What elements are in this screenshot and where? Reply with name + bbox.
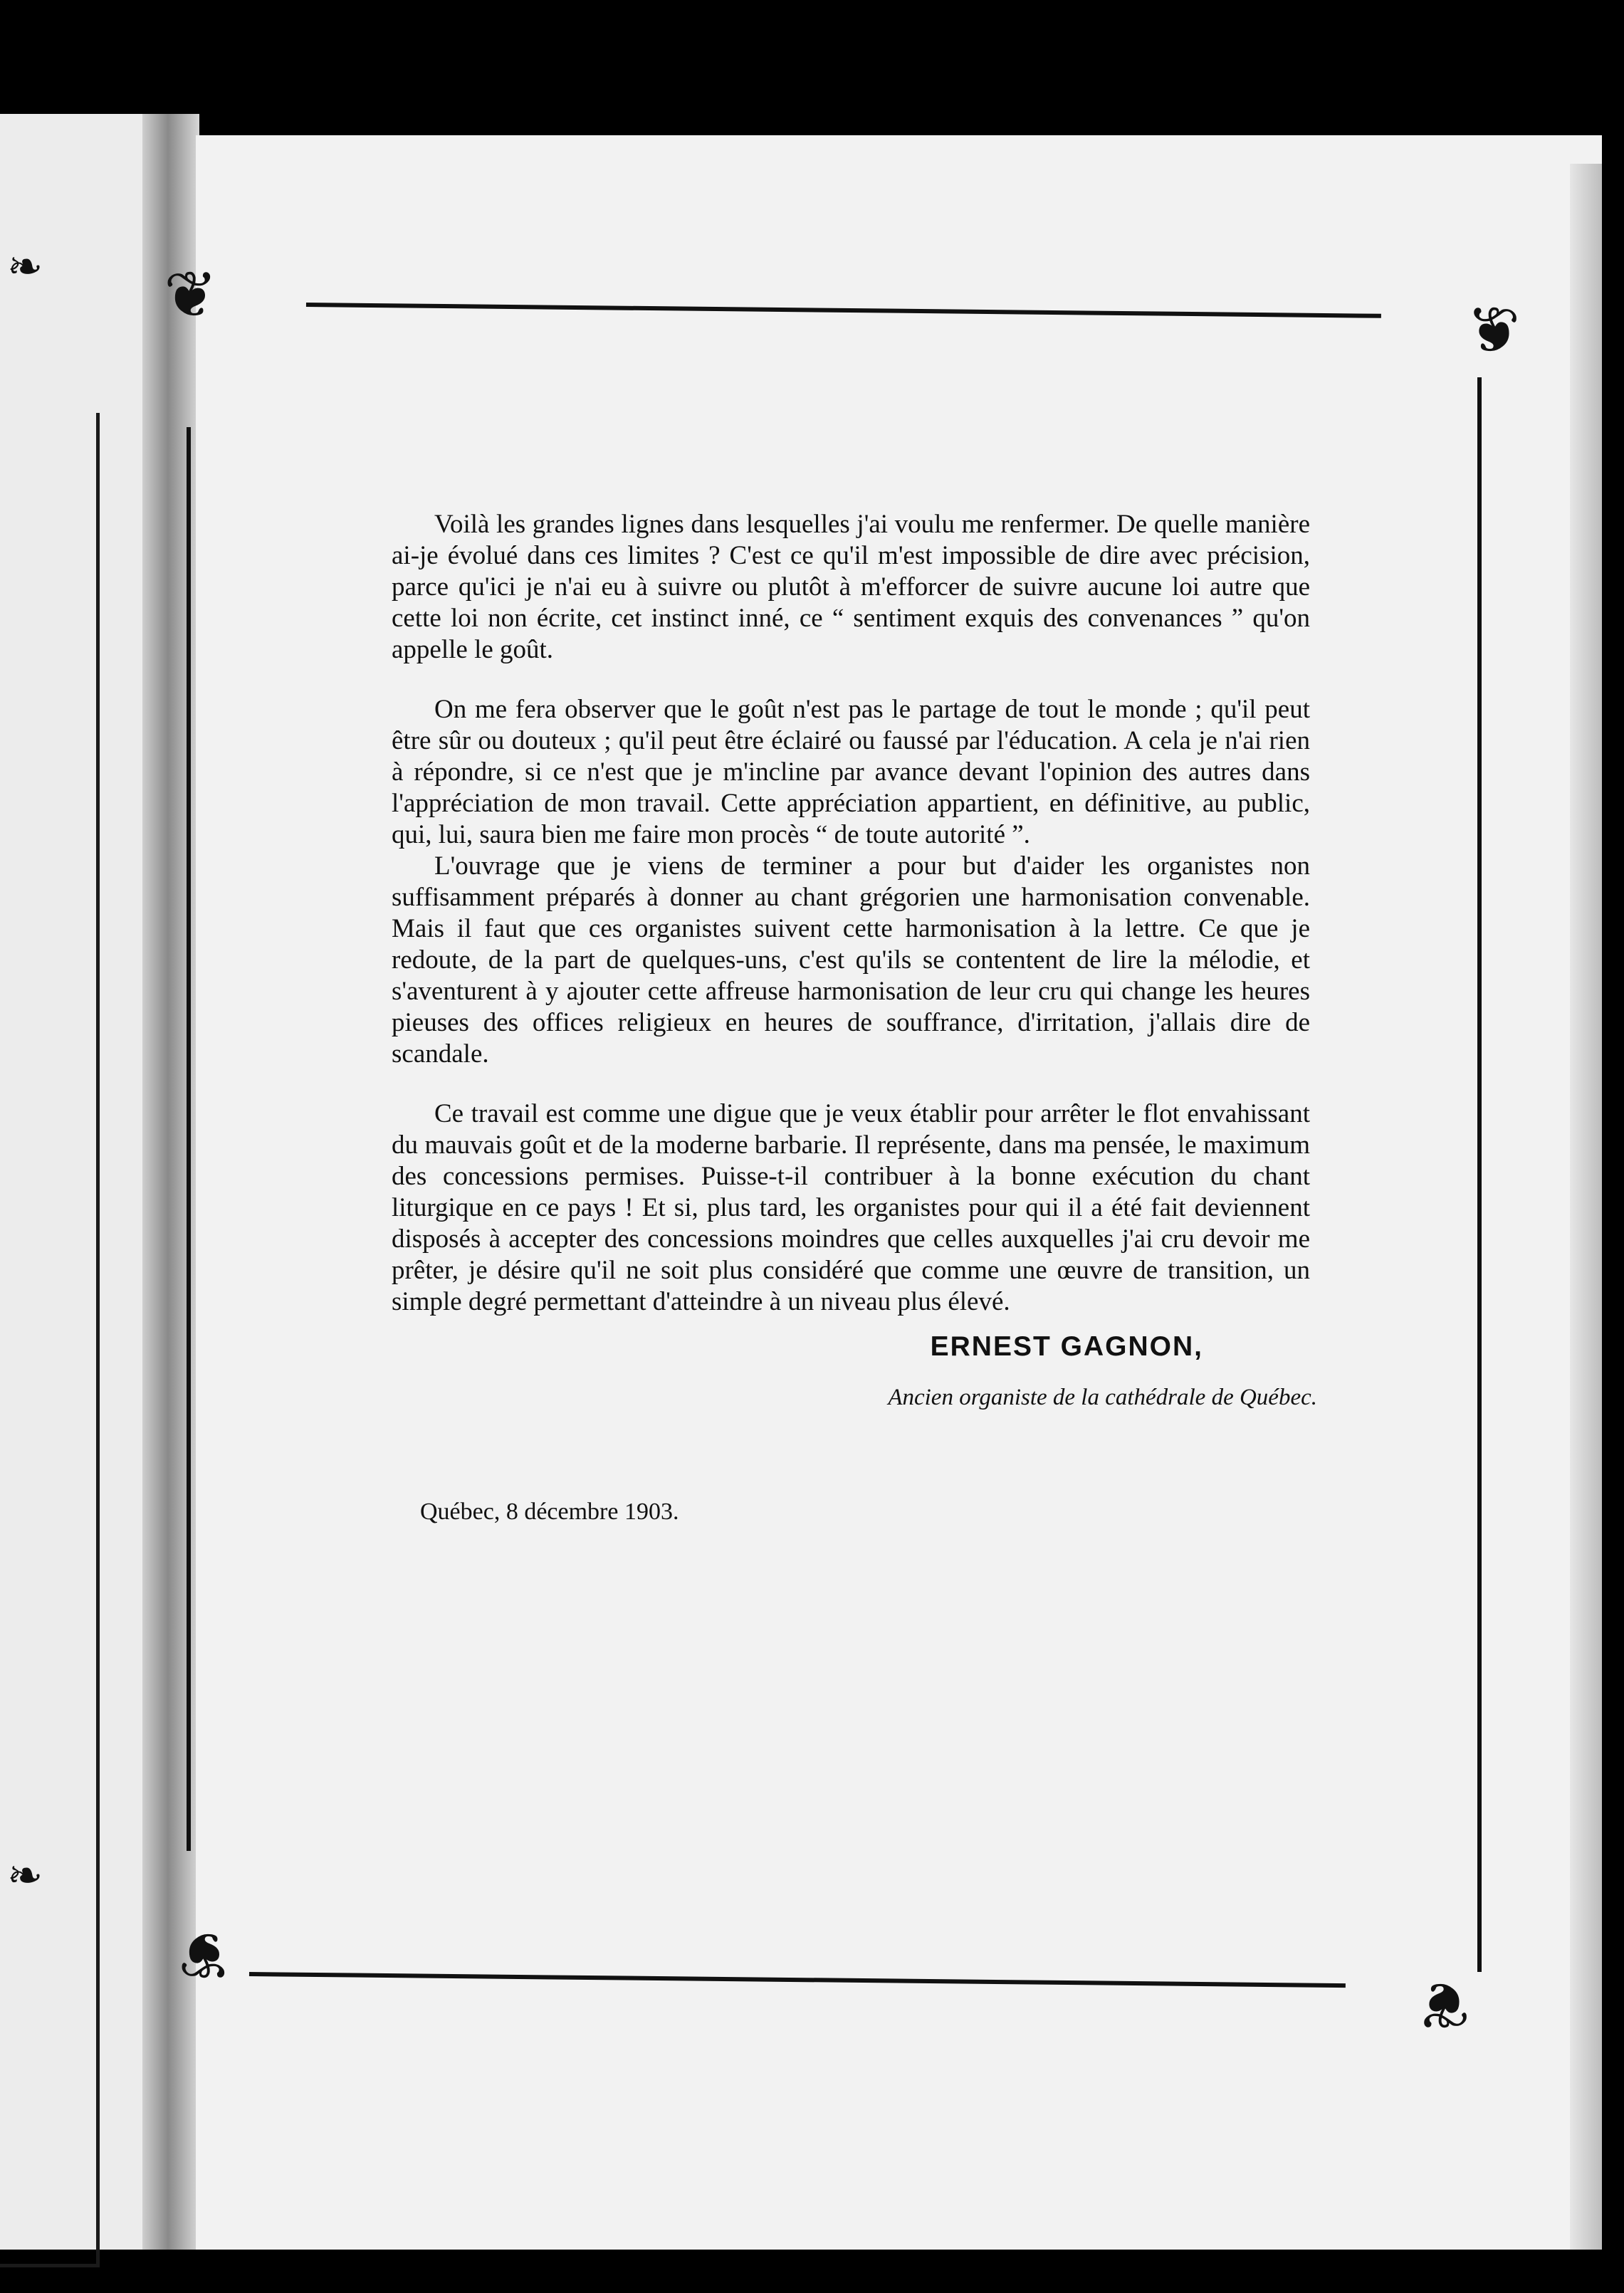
- frame-left-line: [187, 427, 191, 1851]
- dateline: Québec, 8 décembre 1903.: [420, 1499, 679, 1525]
- frame-right-line: [1477, 377, 1482, 1972]
- author-title: Ancien organiste de la cathédrale de Québec.: [888, 1385, 1317, 1410]
- paragraph-1: Voilà les grandes lignes dans lesquelles j'ai voulu me renfermer. De quelle manière ai-je évolué dans ces limites ? C'est ce qu'il m'est impossible de dire avec précision, parce qu'ici je n'ai eu à suivre ou plutôt à m'efforcer de suivre aucune loi autre que cette loi non écrite, cet instinct inné, ce “ sentiment exquis des convenances ” qu'on appelle le goût.: [392, 510, 1310, 664]
- paragraph-3: L'ouvrage que je viens de terminer a pour but d'aider les organistes non suffisamment préparés à donner au chant grégorien une harmonisation convenable. Mais il faut que ces organistes suivent cette harmonisation à la lettre. Ce que je redoute, de la part de quelques-uns, c'est qu'ils se contentent de lire la mélodie, et s'aventurent à y ajouter cette affreuse harmonisation de leur cru qui change les heures pieuses des offices religieux en heures de souffrance, d'irritation, j'allais dire de scandale.: [392, 851, 1310, 1069]
- ornament-bottom-left-icon: ❦: [178, 1917, 232, 1992]
- ornament-bottom-right-icon: ❦: [1417, 1967, 1471, 2042]
- ornament-left-page-icon: ❧: [7, 242, 43, 292]
- body-text: [392, 509, 1310, 1318]
- page-edge: [1570, 164, 1602, 2250]
- paragraph-4: Ce travail est comme une digue que je veux établir pour arrêter le flot envahissant du mauvais goût et de la moderne barbarie. Il représente, dans ma pensée, le maximum des concessions permises. Puisse-t-il contribuer à la bonne exécution du chant liturgique en ce pays ! Et si, plus tard, les organistes pour qui il a été fait deviennent disposés à accepter des concessions moindres que celles auxquelles j'ai cru devoir me prêter, je désire qu'il ne soit plus considéré que comme une œuvre de transition, un simple degré permettant d'atteindre à un niveau plus élevé.: [392, 1099, 1310, 1316]
- ornament-left-page-bottom-icon: ❧: [7, 1851, 43, 1901]
- left-page-frame: [0, 413, 100, 2267]
- left-page: [0, 114, 153, 2250]
- ornament-top-left-icon: ❦: [164, 258, 218, 332]
- paragraph-2: On me fera observer que le goût n'est pas le partage de tout le monde ; qu'il peut être sûr ou douteux ; qu'il peut être éclairé ou faussé par l'éducation. A cela je n'ai rien à répondre, si ce n'est que je m'incline par avance devant l'opinion des autres dans l'appréciation de mon travail. Cette appréciation appartient, en définitive, au public, qui, lui, saura bien me faire mon procès “ de toute autorité ”.: [392, 695, 1310, 849]
- author-signature: ERNEST GAGNON,: [930, 1331, 1203, 1362]
- ornament-top-right-icon: ❦: [1467, 293, 1521, 368]
